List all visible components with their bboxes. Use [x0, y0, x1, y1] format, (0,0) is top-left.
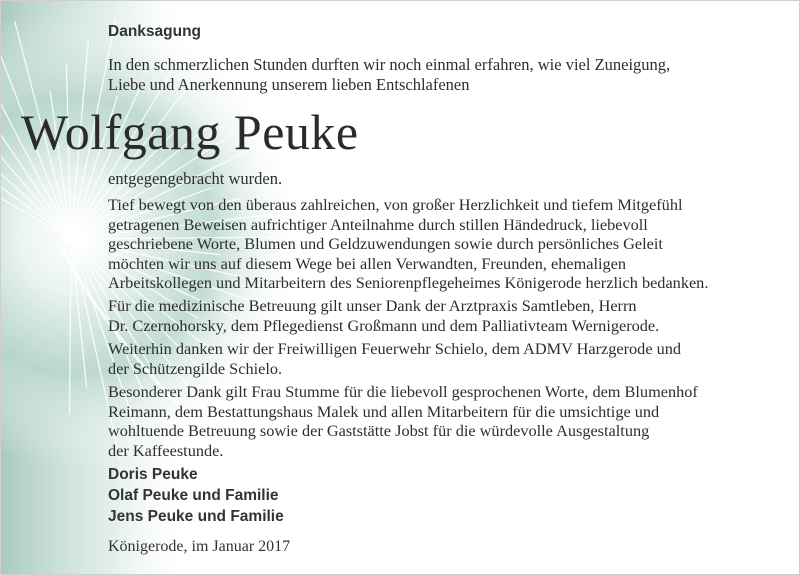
signature-1: Doris Peuke	[108, 466, 198, 483]
signature-3: Jens Peuke und Familie	[108, 508, 284, 525]
paragraph-line: Weiterhin danken wir der Freiwilligen Feuerwehr Schielo, dem ADMV Harzgerode und	[108, 339, 682, 358]
intro-line-1: In den schmerzlichen Stunden durften wir noch einmal erfahren, wie viel Zuneigung,	[108, 55, 671, 74]
after-name-line: entgegengebracht wurden.	[108, 169, 283, 188]
paragraph-line: der Schützengilde Schielo.	[108, 358, 283, 378]
paragraph-line: geschriebene Worte, Blumen und Geldzuwendungen sowie durch persönliches Geleit	[108, 234, 663, 254]
place-date: Königerode, im Januar 2017	[108, 538, 291, 555]
paragraph-thanks	[108, 195, 788, 293]
signature-2: Olaf Peuke und Familie	[108, 487, 279, 504]
paragraph-further	[108, 339, 788, 378]
paragraph-line: der Kaffeestunde.	[108, 440, 224, 460]
paragraph-line: Arbeitskollegen und Mitarbeitern des Seniorenpflegeheimes Königerode herzlich bedanken.	[108, 273, 709, 293]
paragraph-line: Dr. Czernohorsky, dem Pflegedienst Großmann und dem Palliativteam Wernigerode.	[108, 315, 660, 335]
paragraph-line: getragenen Beweisen aufrichtiger Anteilnahme durch stillen Händedruck, liebevoll	[108, 214, 648, 234]
paragraph-line: Besonderer Dank gilt Frau Stumme für die liebevoll gesprochenen Worte, dem Blumenhof	[108, 382, 698, 401]
paragraph-line: Tief bewegt von den überaus zahlreichen, von großer Herzlichkeit und tiefem Mitgefühl	[108, 195, 683, 214]
paragraph-line: möchten wir uns auf diesem Wege bei allen Verwandten, Freunden, ehemaligen	[108, 253, 627, 273]
paragraph-line: Reimann, dem Bestattungshaus Malek und allen Mitarbeitern für die umsichtige und	[108, 401, 660, 421]
intro-line-2: Liebe und Anerkennung unserem lieben Entschlafenen	[108, 75, 470, 94]
paragraph-line: Für die medizinische Betreuung gilt unser Dank der Arztpraxis Samtleben, Herrn	[108, 296, 637, 315]
heading-danksagung: Danksagung	[108, 23, 202, 40]
deceased-name: Wolfgang Peuke	[21, 104, 359, 160]
paragraph-medical	[108, 296, 788, 335]
paragraph-special	[108, 382, 788, 460]
paragraph-line: wohltuende Betreuung sowie der Gaststätte Jobst für die würdevolle Ausgestaltung	[108, 421, 650, 441]
